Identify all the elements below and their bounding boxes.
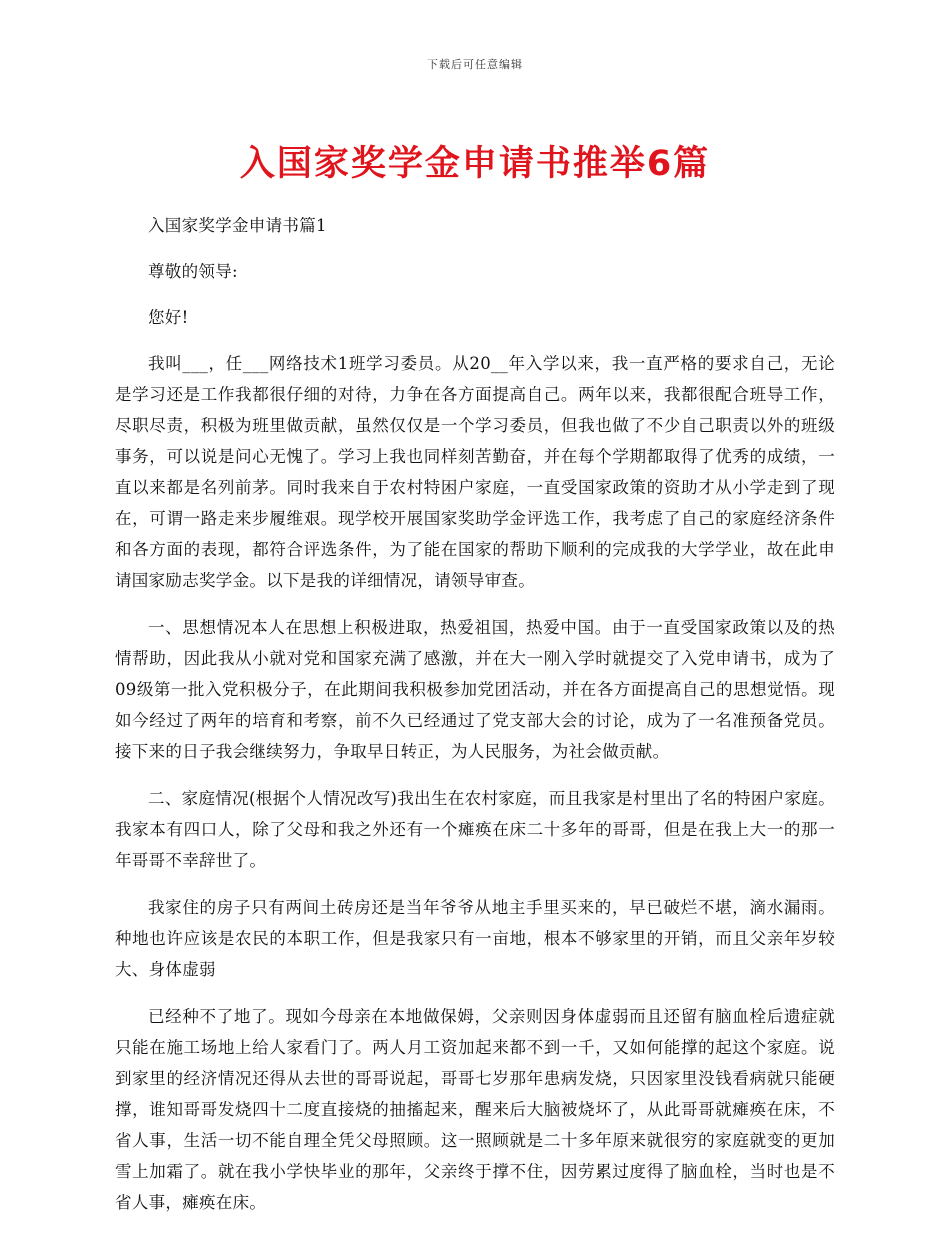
salutation: 尊敬的领导: — [148, 262, 238, 281]
paragraph-introduction: 我叫___，任___网络技术1班学习委员。从20__年入学以来，我一直严格的要求自己，无论是学习还是工作我都很仔细的对待，力争在各方面提高自己。两年以来，我都很配合班导工作，尽职尽责，积极为班里做贡献，虽然仅仅是一个学习委员，但我也做了不少自己职责以外的班级事务，可以说是问心无愧了。学习上我也同样刻苦勤奋，并在每个学期都取得了优秀的成绩，一直以来都是名列前茅。同时我来自于农村特困户家庭，一直受国家政策的资助才从小学走到了现在，可谓一路走来步履维艰。现学校开展国家奖助学金评选工作，我考虑了自己的家庭经济条件和各方面的表现，都符合评选条件，为了能在国家的帮助下顺利的完成我的大学学业，故在此申请国家励志奖学金。以下是我的详细情况，请领导审查。 — [115, 354, 835, 590]
paragraph-hardship: 已经种不了地了。现如今母亲在本地做保姆，父亲则因身体虚弱而且还留有脑血栓后遗症就只能在施工场地上给人家看门了。两人月工资加起来都不到一千，又如何能撑的起这个家庭。说到家里的经济情况还得从去世的哥哥说起，哥哥七岁那年患病发烧，只因家里没钱看病就只能硬撑，谁知哥哥发烧四十二度直接烧的抽搐起来，醒来后大脑被烧坏了，从此哥哥就瘫痪在床，不省人事，生活一切不能自理全凭父母照顾。这一照顾就是二十多年原来就很穷的家庭就变的更加雪上加霜了。就在我小学快毕业的那年，父亲终于撑不住，因劳累过度得了脑血栓，当时也是不省人事，瘫痪在床。 — [115, 1007, 835, 1212]
document-title: 入国家奖学金申请书推举6篇 — [239, 144, 711, 184]
greeting: 您好! — [148, 308, 189, 327]
section-heading: 入国家奖学金申请书篇1 — [148, 216, 327, 235]
paragraph-ideology: 一、思想情况本人在思想上积极进取，热爱祖国，热爱中国。由于一直受国家政策以及的热情帮助，因此我从小就对党和国家充满了感激，并在大一刚入学时就提交了入党申请书，成为了09级第一批入党积极分子，在此期间我积极参加党团活动，并在各方面提高自己的思想觉悟。现如今经过了两年的培育和考察，前不久已经通过了党支部大会的讨论，成为了一名准预备党员。接下来的日子我会继续努力，争取早日转正，为人民服务，为社会做贡献。 — [115, 618, 835, 761]
paragraph-housing: 我家住的房子只有两间土砖房还是当年爷爷从地主手里买来的，早已破烂不堪，滴水漏雨。种地也许应该是农民的本职工作，但是我家只有一亩地，根本不够家里的开销，而且父亲年岁较大、身体虚弱 — [115, 898, 835, 979]
page-header-note: 下载后可任意编辑 — [427, 58, 523, 71]
document-body — [115, 210, 835, 1234]
paragraph-family: 二、家庭情况(根据个人情况改写)我出生在农村家庭，而且我家是村里出了名的特困户家庭。我家本有四口人，除了父母和我之外还有一个瘫痪在床二十多年的哥哥，但是在我上大一的那一年哥哥不幸辞世了。 — [115, 789, 835, 870]
